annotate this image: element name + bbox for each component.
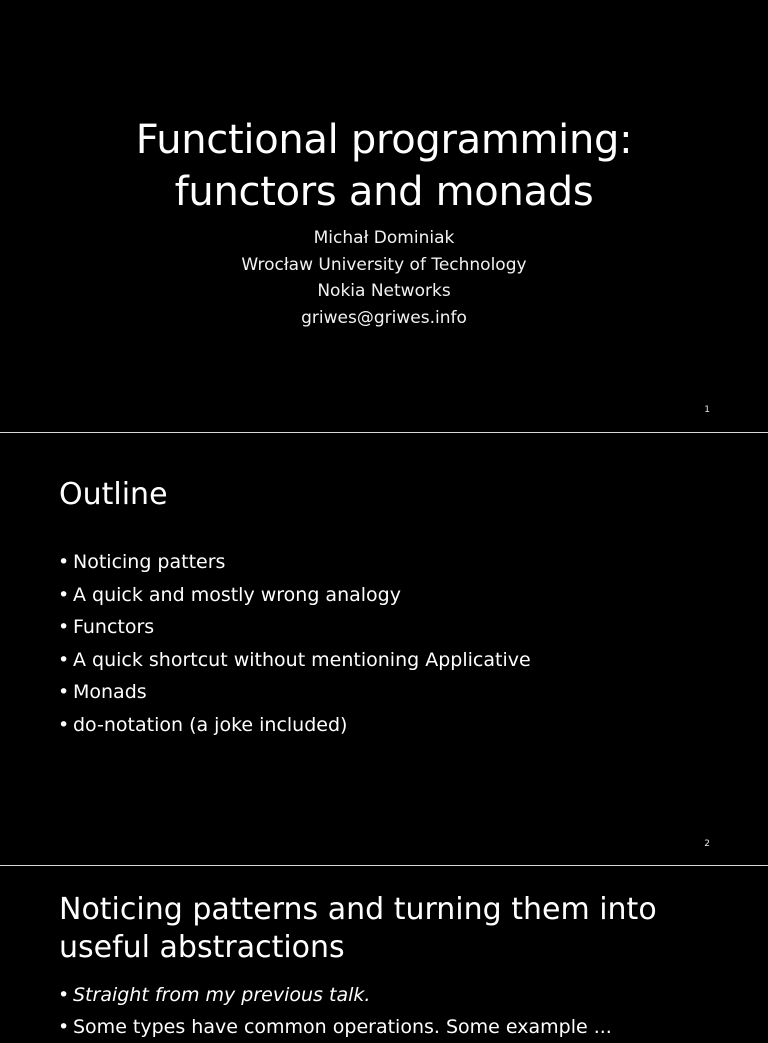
list-item [58,579,531,612]
list-item [58,1011,612,1043]
list-item-text: do-notation (a joke included) [73,713,348,736]
list-item [58,546,531,579]
list-item [58,611,531,644]
list-item [58,979,612,1011]
author-info [0,225,768,331]
author-name: Michał Dominiak [313,228,455,248]
author-email: griwes@griwes.info [301,307,467,328]
bullet-icon: • [58,551,70,573]
slide-2 [0,433,768,865]
list-item-text: Some types have common operations. Some example ... [73,1016,612,1038]
author-company: Nokia Networks [317,281,451,301]
slide-number: 2 [704,839,710,849]
list-item-text: A quick and mostly wrong analogy [73,583,401,606]
list-item-text: Noticing patters [73,551,226,573]
slide-number: 1 [704,405,710,415]
list-item [58,709,531,742]
list-item-text: Straight from my previous talk. [73,984,371,1006]
bullet-list [58,546,531,741]
title-line-1: Functional programming: [135,117,633,163]
list-item [58,676,531,709]
bullet-icon: • [58,1016,70,1038]
slide-heading: Outline [59,477,168,512]
slide-1 [0,0,768,432]
bullet-icon: • [58,681,70,703]
list-item-text: Monads [73,681,147,703]
list-item-text: A quick shortcut without mentioning Applicative [73,648,531,671]
bullet-icon: • [58,648,70,671]
bullet-list [58,979,612,1043]
bullet-icon: • [58,984,70,1006]
author-affiliation: Wrocław University of Technology [241,254,527,275]
title-line-2: functors and monads [174,169,594,215]
bullet-icon: • [58,713,70,736]
slide-title [0,114,768,218]
bullet-icon: • [58,616,70,638]
slide-heading: Noticing patterns and turning them into useful abstractions [59,892,657,965]
list-item-text: Functors [73,616,155,638]
slide-3 [0,866,768,1038]
bullet-icon: • [58,583,70,606]
list-item [58,644,531,677]
